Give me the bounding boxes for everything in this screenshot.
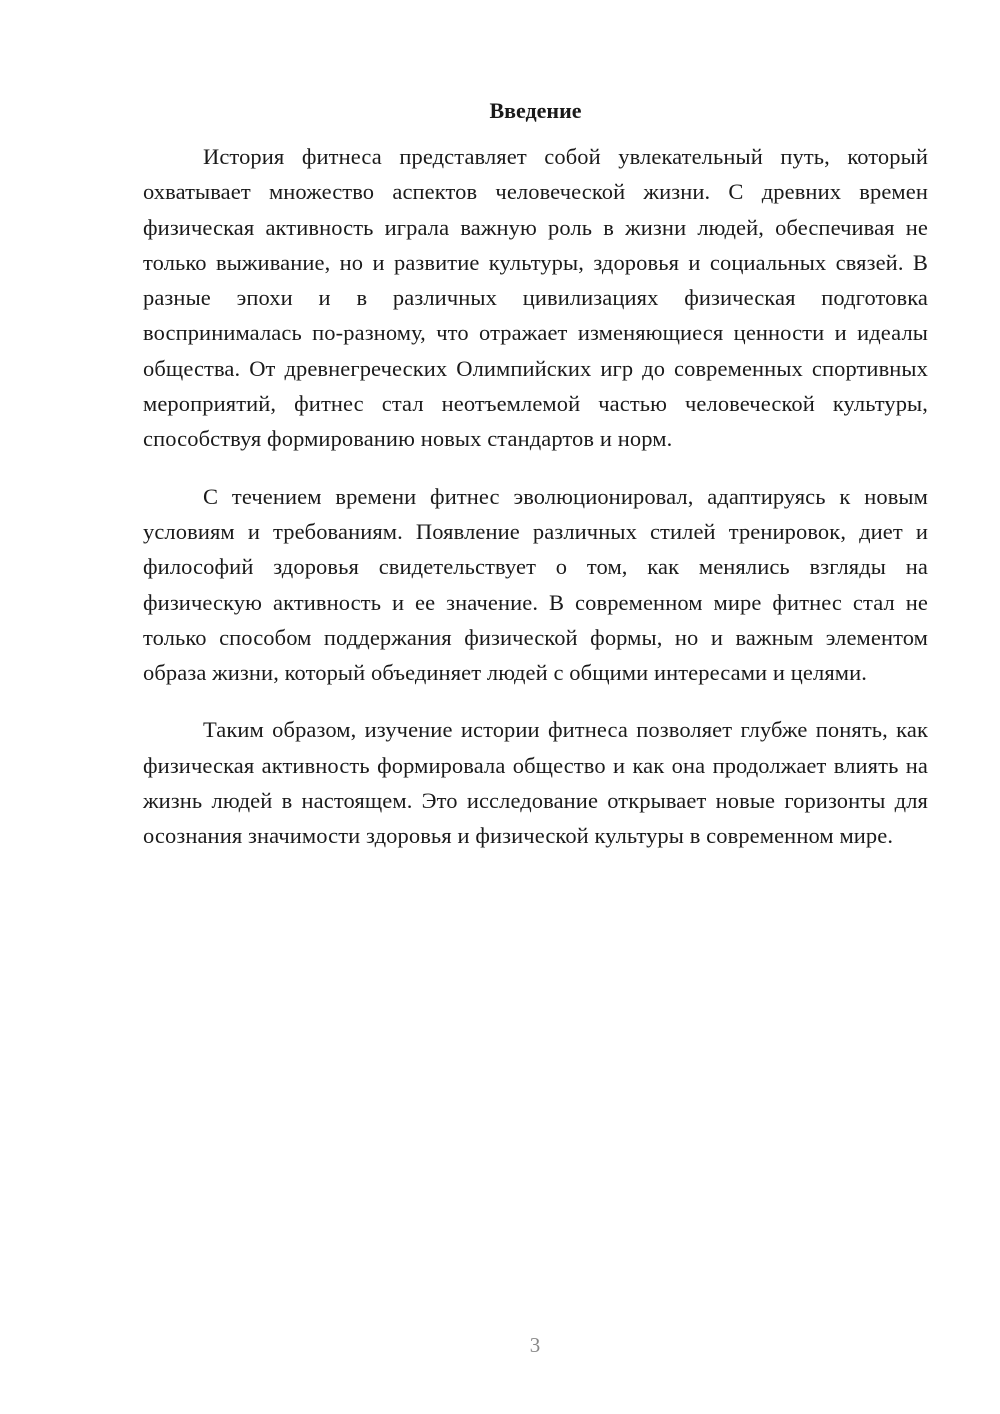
paragraph-3: Таким образом, изучение истории фитнеса позволяет глубже понять, как физическая активность формировала общество и как она продолжает влиять на жизнь людей в настоящем. Это исследование открывает новые горизонты для осознания значимости здоровья и физической культуры в современном мире. bbox=[143, 717, 928, 849]
section-title: Введение bbox=[489, 98, 582, 123]
page-number: 3 bbox=[529, 1333, 541, 1357]
paragraph-1: История фитнеса представляет собой увлекательный путь, который охватывает множество аспектов человеческой жизни. С древних времен физическая активность играла важную роль в жизни людей, обеспечивая не только выживание, но и развитие культуры, здоровья и социальных связей. В разные эпохи и в различных цивилизациях физическая подготовка воспринималась по-разному, что отражает изменяющиеся ценности и идеалы общества. От древнегреческих Олимпийских игр до современных спортивных мероприятий, фитнес стал неотъемлемой частью человеческой культуры, способствуя формированию новых стандартов и норм. bbox=[143, 144, 928, 452]
paragraph-2: С течением времени фитнес эволюционировал, адаптируясь к новым условиям и требованиям. Появление различных стилей тренировок, диет и философий здоровья свидетельствует о том, как менялись взгляды на физическую активность и ее значение. В современном мире фитнес стал не только способом поддержания физической формы, но и важным элементом образа жизни, который объединяет людей с общими интересами и целями. bbox=[143, 483, 928, 686]
page-content bbox=[143, 95, 928, 876]
